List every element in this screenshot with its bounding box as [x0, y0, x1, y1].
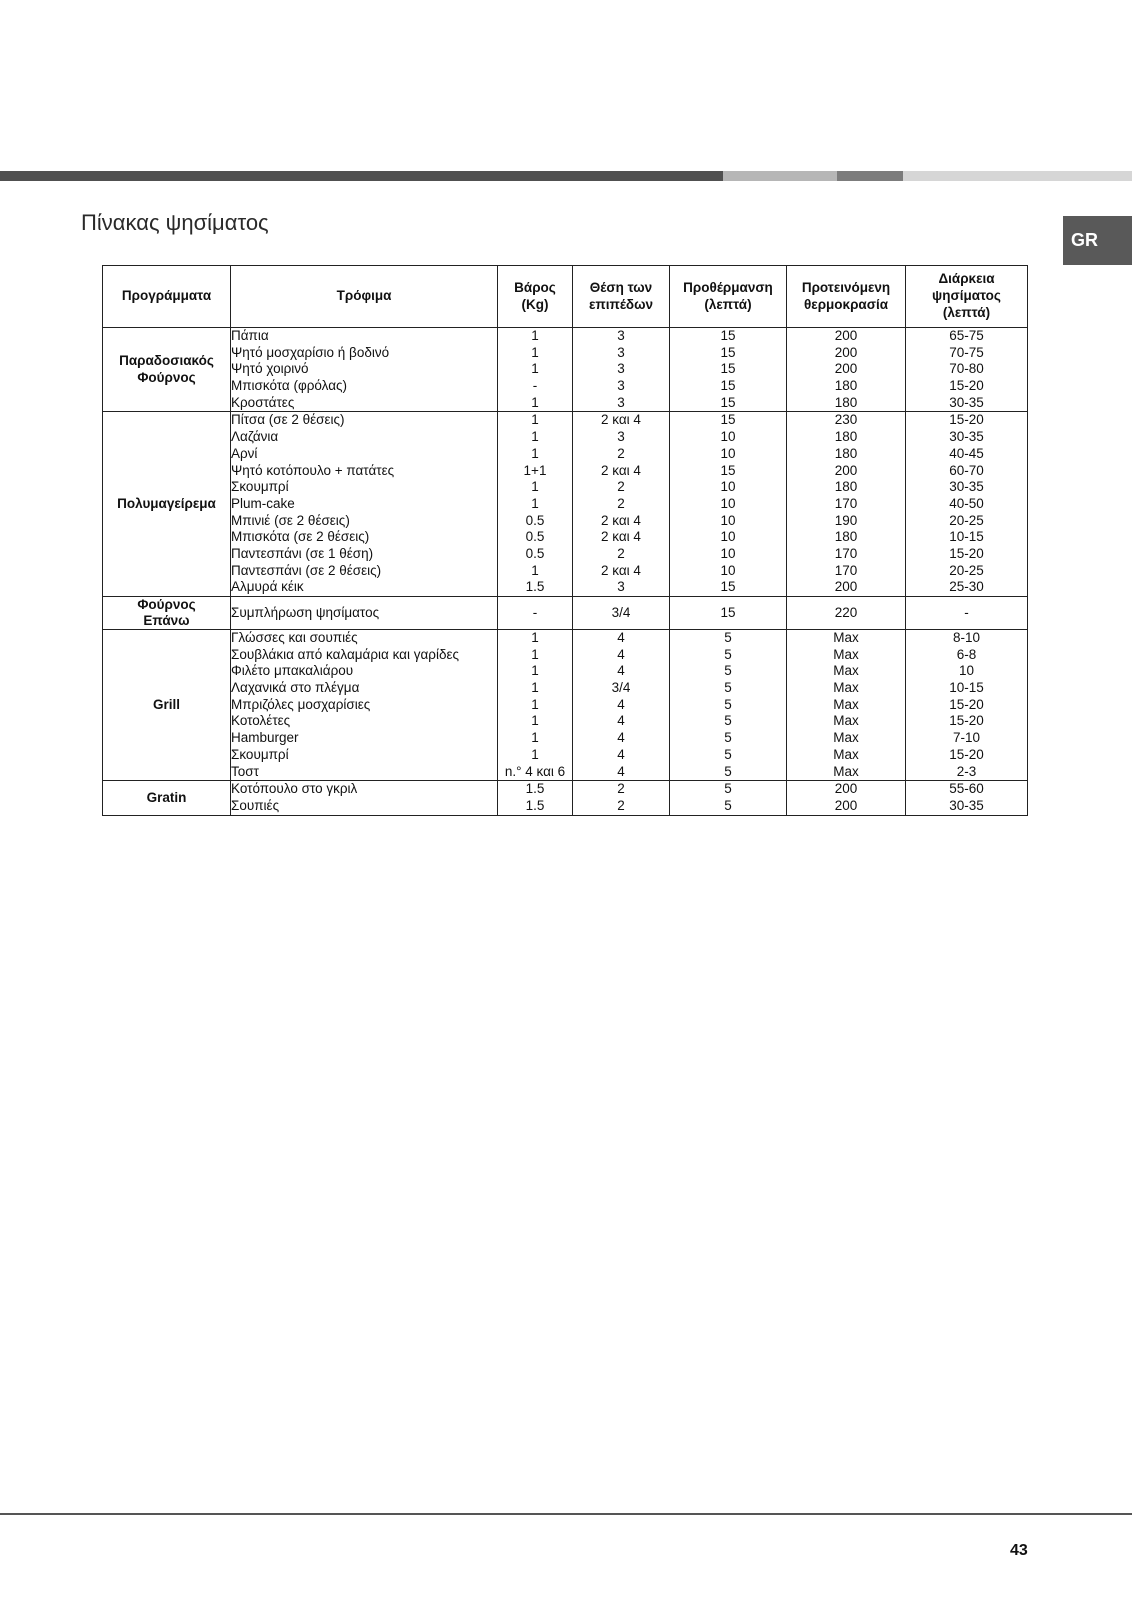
- duration-cell: 15-20 30-35 40-45 60-70 30-35 40-50 20-25 10-15 15-20 20-25 25-30: [906, 412, 1028, 597]
- table-row: [103, 412, 1028, 597]
- duration-cell: 65-75 70-75 70-80 15-20 30-35: [906, 328, 1028, 412]
- weight-cell: 1 1 1 1+1 1 1 0.5 0.5 0.5 1 1.5: [498, 412, 573, 597]
- table-row: [103, 630, 1028, 781]
- food-cell: Πάπια Ψητό μοσχαρίσιο ή βοδινό Ψητό χοιρινό Μπισκότα (φρόλας) Κροστάτες: [231, 328, 498, 412]
- header-weight: Βάρος (Kg): [498, 266, 573, 328]
- header-duration: Διάρκεια ψησίματος (λεπτά): [906, 266, 1028, 328]
- page-number: 43: [1010, 1542, 1028, 1559]
- header-temperature: Προτεινόμενη θερμοκρασία: [787, 266, 906, 328]
- preheat-cell: 15 15 15 15 15: [670, 328, 787, 412]
- level-cell: 2 και 4 3 2 2 και 4 2 2 2 και 4 2 και 4 2 2 και 4 3: [573, 412, 670, 597]
- baking-table: [102, 265, 1028, 816]
- food-cell: Συμπλήρωση ψησίματος: [231, 597, 498, 630]
- table-row: [103, 597, 1028, 630]
- color-bar-segment: [0, 171, 723, 181]
- program-cell: Gratin: [103, 781, 231, 815]
- program-cell: Φούρνος Επάνω: [103, 597, 231, 630]
- food-cell: Κοτόπουλο στο γκριλ Σουπιές: [231, 781, 498, 815]
- weight-cell: 1 1 1 - 1: [498, 328, 573, 412]
- color-bar-segment: [723, 171, 837, 181]
- level-cell: 4 4 4 3/4 4 4 4 4 4: [573, 630, 670, 781]
- table-row: [103, 781, 1028, 815]
- level-cell: 3/4: [573, 597, 670, 630]
- header-program: Προγράμματα: [103, 266, 231, 328]
- program-cell: Grill: [103, 630, 231, 781]
- language-tab: GR: [1063, 216, 1132, 265]
- header-preheat: Προθέρμανση (λεπτά): [670, 266, 787, 328]
- weight-cell: 1 1 1 1 1 1 1 1 n.° 4 και 6: [498, 630, 573, 781]
- level-cell: 2 2: [573, 781, 670, 815]
- weight-cell: -: [498, 597, 573, 630]
- color-bar-segment: [903, 171, 1132, 181]
- level-cell: 3 3 3 3 3: [573, 328, 670, 412]
- footer-rule: [0, 1513, 1132, 1515]
- table-header-row: [103, 266, 1028, 328]
- temperature-cell: 200 200 200 180 180: [787, 328, 906, 412]
- header-level: Θέση των επιπέδων: [573, 266, 670, 328]
- food-cell: Πίτσα (σε 2 θέσεις) Λαζάνια Αρνί Ψητό κοτόπουλο + πατάτες Σκουμπρί Plum-cake Μπινιέ (σε 2 θέσεις) Μπισκότα (σε 2 θέσεις) Παντεσπάνι (σε 1 θέση) Παντεσπάνι (σε 2 θέσεις) Αλμυρά κέικ: [231, 412, 498, 597]
- temperature-cell: 200 200: [787, 781, 906, 815]
- temperature-cell: 230 180 180 200 180 170 190 180 170 170 200: [787, 412, 906, 597]
- preheat-cell: 5 5 5 5 5 5 5 5 5: [670, 630, 787, 781]
- food-cell: Γλώσσες και σουπιές Σουβλάκια από καλαμάρια και γαρίδες Φιλέτο μπακαλιάρου Λαχανικά στο πλέγμα Μπριζόλες μοσχαρίσιες Κοτολέτες Hamburger Σκουμπρί Τοστ: [231, 630, 498, 781]
- program-cell: Παραδοσιακός Φούρνος: [103, 328, 231, 412]
- color-bar-segment: [837, 171, 903, 181]
- weight-cell: 1.5 1.5: [498, 781, 573, 815]
- preheat-cell: 15: [670, 597, 787, 630]
- table-row: [103, 328, 1028, 412]
- preheat-cell: 15 10 10 15 10 10 10 10 10 10 15: [670, 412, 787, 597]
- temperature-cell: 220: [787, 597, 906, 630]
- top-color-bar: [0, 171, 1132, 181]
- duration-cell: 55-60 30-35: [906, 781, 1028, 815]
- header-food: Τρόφιμα: [231, 266, 498, 328]
- table-body: [103, 328, 1028, 816]
- duration-cell: 8-10 6-8 10 10-15 15-20 15-20 7-10 15-20 2-3: [906, 630, 1028, 781]
- preheat-cell: 5 5: [670, 781, 787, 815]
- temperature-cell: Max Max Max Max Max Max Max Max Max: [787, 630, 906, 781]
- duration-cell: -: [906, 597, 1028, 630]
- page-title: Πίνακας ψησίματος: [81, 210, 269, 235]
- program-cell: Πολυμαγείρεμα: [103, 412, 231, 597]
